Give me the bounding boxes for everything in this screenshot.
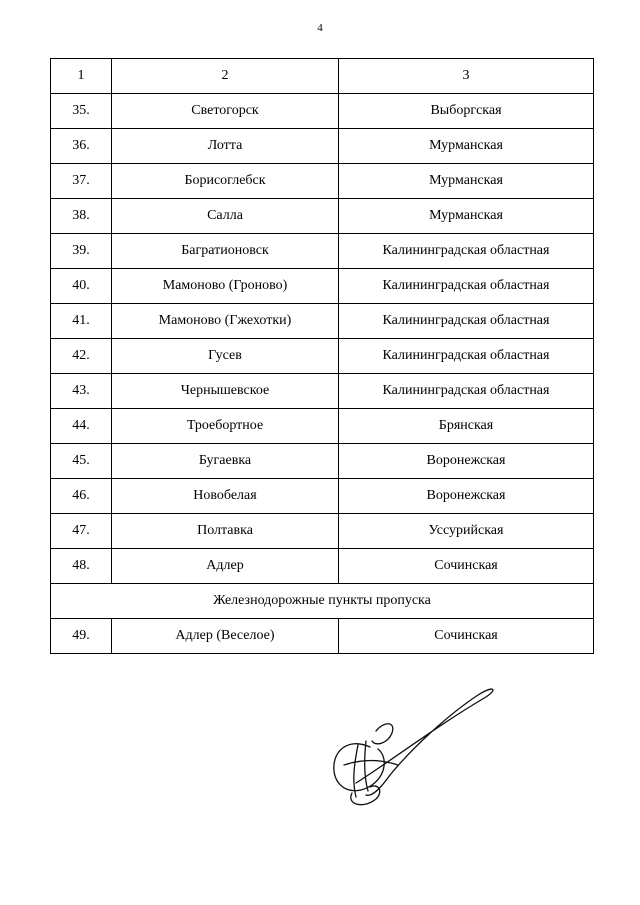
- table-row: [51, 339, 594, 374]
- row-number: 46.: [51, 479, 112, 514]
- checkpoint-name: Гусев: [112, 339, 339, 374]
- checkpoint-name: Полтавка: [112, 514, 339, 549]
- customs-name: Калининградская областная: [339, 269, 594, 304]
- checkpoint-name: Адлер (Веселое): [112, 619, 339, 654]
- checkpoint-name: Мамоново (Гжехотки): [112, 304, 339, 339]
- table-row: [51, 94, 594, 129]
- customs-name: Воронежская: [339, 479, 594, 514]
- table-row: [51, 409, 594, 444]
- row-number: 48.: [51, 549, 112, 584]
- row-number: 40.: [51, 269, 112, 304]
- row-number: 47.: [51, 514, 112, 549]
- row-number: 38.: [51, 199, 112, 234]
- section-title: Железнодорожные пункты пропуска: [51, 584, 594, 619]
- table-row: [51, 479, 594, 514]
- row-number: 37.: [51, 164, 112, 199]
- table-row: [51, 444, 594, 479]
- table-row: [51, 514, 594, 549]
- checkpoint-name: Бугаевка: [112, 444, 339, 479]
- customs-name: Калининградская областная: [339, 304, 594, 339]
- customs-name: Мурманская: [339, 164, 594, 199]
- table-row: [51, 199, 594, 234]
- checkpoint-name: Троебортное: [112, 409, 339, 444]
- row-number: 39.: [51, 234, 112, 269]
- checkpoint-name: Багратионовск: [112, 234, 339, 269]
- customs-name: Уссурийская: [339, 514, 594, 549]
- row-number: 36.: [51, 129, 112, 164]
- table-row: [51, 234, 594, 269]
- customs-name: Брянская: [339, 409, 594, 444]
- table-row: [51, 549, 594, 584]
- column-header-point: 2: [112, 59, 339, 94]
- signature: [318, 685, 498, 810]
- section-header-row: [51, 584, 594, 619]
- row-number: 44.: [51, 409, 112, 444]
- customs-name: Калининградская областная: [339, 374, 594, 409]
- table-row: [51, 269, 594, 304]
- row-number: 45.: [51, 444, 112, 479]
- customs-name: Сочинская: [339, 619, 594, 654]
- table-row: [51, 374, 594, 409]
- checkpoint-name: Борисоглебск: [112, 164, 339, 199]
- checkpoint-name: Салла: [112, 199, 339, 234]
- customs-name: Мурманская: [339, 129, 594, 164]
- page-number: 4: [317, 22, 323, 34]
- checkpoint-name: Светогорск: [112, 94, 339, 129]
- row-number: 43.: [51, 374, 112, 409]
- column-header-customs: 3: [339, 59, 594, 94]
- checkpoint-name: Лотта: [112, 129, 339, 164]
- customs-name: Выборгская: [339, 94, 594, 129]
- checkpoint-name: Адлер: [112, 549, 339, 584]
- checkpoint-name: Мамоново (Гроново): [112, 269, 339, 304]
- table-row: [51, 304, 594, 339]
- checkpoint-name: Чернышевское: [112, 374, 339, 409]
- column-header-number: 1: [51, 59, 112, 94]
- customs-name: Калининградская областная: [339, 234, 594, 269]
- row-number: 42.: [51, 339, 112, 374]
- customs-name: Сочинская: [339, 549, 594, 584]
- checkpoints-table: [50, 58, 594, 654]
- row-number: 49.: [51, 619, 112, 654]
- customs-name: Калининградская областная: [339, 339, 594, 374]
- customs-name: Мурманская: [339, 199, 594, 234]
- checkpoint-name: Новобелая: [112, 479, 339, 514]
- table-row: [51, 129, 594, 164]
- table-row: [51, 164, 594, 199]
- row-number: 35.: [51, 94, 112, 129]
- customs-name: Воронежская: [339, 444, 594, 479]
- row-number: 41.: [51, 304, 112, 339]
- table-row: [51, 619, 594, 654]
- table-header-row: [51, 59, 594, 94]
